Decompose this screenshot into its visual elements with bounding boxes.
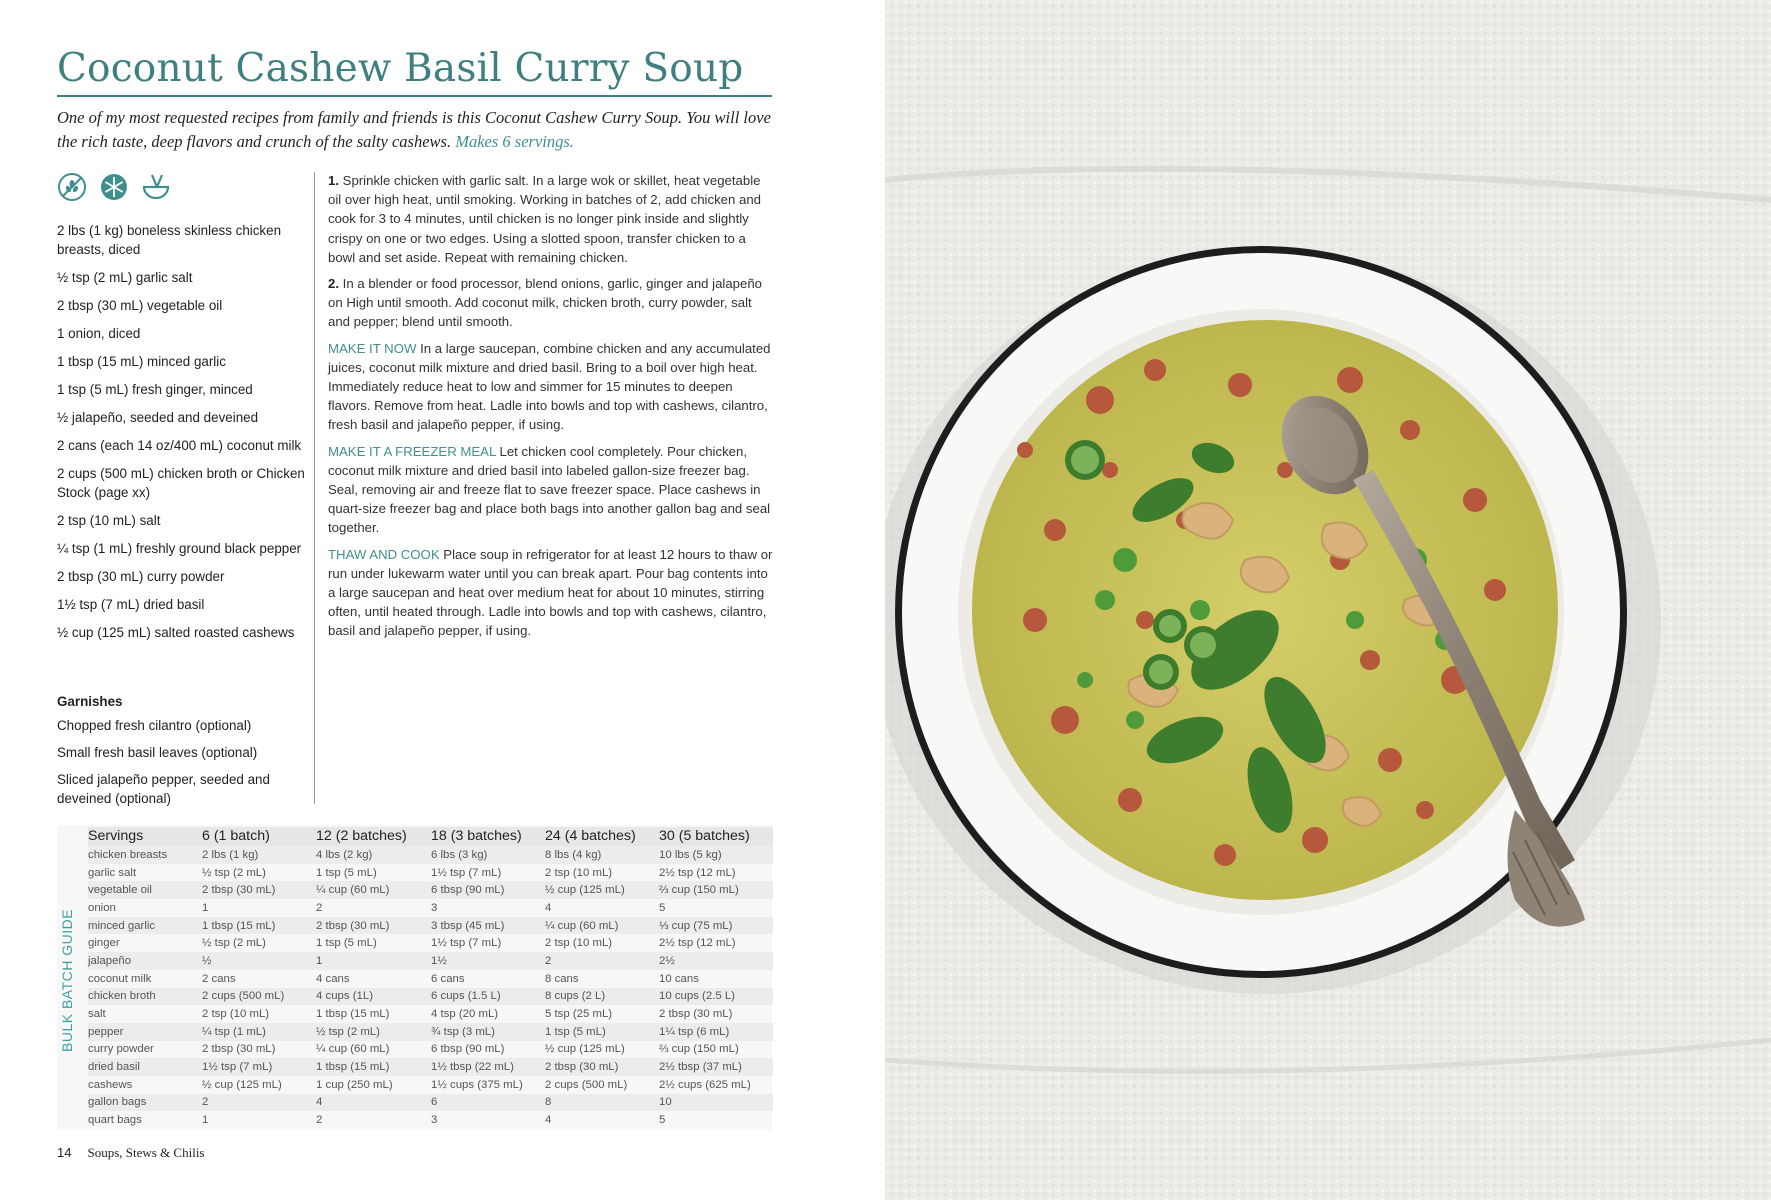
quantity-cell: 3 tbsp (45 mL) — [431, 917, 545, 935]
quantity-cell: 2 — [316, 901, 323, 914]
quantity-cell: ¼ tsp (1 mL) — [202, 1023, 316, 1041]
table-row — [88, 1041, 773, 1059]
step-heading: THAW AND COOK — [328, 546, 440, 562]
quantity-cell: 2 tbsp (30 mL) — [202, 1043, 276, 1056]
quantity-cell: 5 — [659, 901, 666, 914]
ingredient-name-cell: chicken broth — [88, 988, 202, 1006]
quantity-cell: 6 tbsp (90 mL) — [431, 881, 545, 899]
page-number: 14 — [57, 1145, 72, 1160]
column-header: 6 (1 batch) — [202, 827, 316, 846]
garnishes-heading: Garnishes — [57, 694, 123, 709]
quantity-cell: 2½ — [659, 952, 773, 970]
quantity-cell: 4 — [316, 1094, 431, 1112]
method-step — [328, 171, 773, 267]
quantity-cell: 1½ — [431, 952, 545, 970]
quantity-cell: 2½ tbsp (37 mL) — [659, 1058, 773, 1076]
quantity-cell: 4 cans — [316, 972, 350, 985]
table-row — [88, 1111, 773, 1129]
ingredient-name-cell: quart bags — [88, 1114, 142, 1127]
bulk-batch-table — [88, 827, 773, 1129]
garnish-item: Sliced jalapeño pepper, seeded and deveined (optional) — [57, 772, 270, 806]
quantity-cell: 2 tbsp (30 mL) — [202, 881, 316, 899]
table-row — [88, 1023, 773, 1041]
ingredient-name-cell: dried basil — [88, 1058, 202, 1076]
quantity-cell: 2 tbsp (30 mL) — [545, 1058, 659, 1076]
title-divider — [57, 95, 772, 97]
page-footer — [57, 1145, 205, 1161]
quantity-cell: 8 lbs (4 kg) — [545, 846, 659, 864]
step-heading: MAKE IT NOW — [328, 340, 417, 356]
quantity-cell: ⅓ cup (75 mL) — [659, 917, 773, 935]
quantity-cell: 1½ tbsp (22 mL) — [431, 1058, 545, 1076]
quantity-cell: 2 tsp (10 mL) — [545, 866, 613, 879]
bowl-icon — [141, 172, 171, 202]
table-row — [88, 917, 773, 935]
column-header: 24 (4 batches) — [545, 827, 659, 846]
quantity-cell: 4 cups (1L) — [316, 988, 431, 1006]
ingredient-item: 2 cans (each 14 oz/400 mL) coconut milk — [57, 438, 302, 453]
quantity-cell: 4 lbs (2 kg) — [316, 846, 431, 864]
diet-icons — [57, 172, 171, 202]
quantity-cell: 8 cans — [545, 972, 579, 985]
ingredient-name-cell: curry powder — [88, 1043, 154, 1056]
soup-bowl-image — [885, 0, 1771, 1200]
quantity-cell: 1 tsp (5 mL) — [316, 866, 377, 879]
quantity-cell: 6 lbs (3 kg) — [431, 846, 545, 864]
table-row — [88, 1076, 773, 1094]
ingredient-list — [57, 221, 307, 651]
quantity-cell: 6 cans — [431, 972, 465, 985]
quantity-cell: 3 — [431, 1114, 438, 1127]
quantity-cell: 10 cups (2.5 L) — [659, 988, 773, 1006]
intro-text: One of my most requested recipes from family and friends is this Coconut Cashew Curry Soup. You will love the rich taste, deep flavors and crunch of the salty cashews. — [57, 108, 771, 151]
quantity-cell: 2 lbs (1 kg) — [202, 846, 316, 864]
quantity-cell: 2 — [316, 1114, 323, 1127]
quantity-cell: 2½ tsp (12 mL) — [659, 937, 736, 950]
quantity-cell: 1 tbsp (15 mL) — [202, 917, 316, 935]
ingredient-name-cell: coconut milk — [88, 972, 152, 985]
ingredient-name-cell: salt — [88, 1008, 106, 1021]
quantity-cell: 2½ tsp (12 mL) — [659, 866, 736, 879]
step-number: 1. — [328, 173, 339, 188]
quantity-cell: 2 — [545, 952, 659, 970]
ingredient-item: 1 tbsp (15 mL) minced garlic — [57, 354, 226, 369]
table-row — [88, 988, 773, 1006]
quantity-cell: 8 — [545, 1094, 659, 1112]
garnish-list — [57, 716, 307, 816]
column-divider — [314, 172, 315, 804]
table-row — [88, 1058, 773, 1076]
quantity-cell: ⅔ cup (150 mL) — [659, 881, 773, 899]
step-number: 2. — [328, 276, 339, 292]
table-row — [88, 864, 773, 882]
table-row — [88, 1005, 773, 1023]
quantity-cell: 10 lbs (5 kg) — [659, 846, 773, 864]
step-heading: MAKE IT A FREEZER MEAL — [328, 443, 496, 459]
ingredient-item: 1½ tsp (7 mL) dried basil — [57, 597, 205, 612]
section-name: Soups, Stews & Chilis — [87, 1145, 205, 1160]
quantity-cell: ¼ cup (60 mL) — [316, 1043, 390, 1056]
recipe-page — [0, 0, 885, 1200]
quantity-cell: ¼ cup (60 mL) — [545, 917, 659, 935]
quantity-cell: ⅔ cup (150 mL) — [659, 1043, 739, 1056]
quantity-cell: 1 tsp (5 mL) — [316, 937, 377, 950]
quantity-cell: 4 — [545, 901, 552, 914]
quantity-cell: 8 cups (2 L) — [545, 988, 659, 1006]
ingredient-item: ¼ tsp (1 mL) freshly ground black pepper — [57, 541, 302, 556]
quantity-cell: ¼ cup (60 mL) — [316, 881, 431, 899]
step-text: Place soup in refrigerator for at least 12 hours to thaw or run under lukewarm water until you can break apart. Pour bag contents into a large saucepan and heat over medium heat for about 10 minutes, stirring often, until heated through. Ladle into bowls and top with cashews, cilantro, basil and jalapeño pepper, if using. — [328, 546, 773, 639]
quantity-cell: 10 cans — [659, 972, 699, 985]
ingredient-item: ½ jalapeño, seeded and deveined — [57, 410, 259, 425]
column-header: Servings — [88, 827, 202, 846]
garnish-item: Chopped fresh cilantro (optional) — [57, 718, 252, 733]
recipe-title: Coconut Cashew Basil Curry Soup — [57, 46, 744, 91]
column-header: 18 (3 batches) — [431, 827, 545, 846]
method-step — [328, 339, 773, 435]
quantity-cell: 2½ cups (625 mL) — [659, 1078, 751, 1091]
quantity-cell: 10 — [659, 1094, 773, 1112]
quantity-cell: 5 tsp (25 mL) — [545, 1008, 613, 1021]
ingredient-item: 2 lbs (1 kg) boneless skinless chicken breasts, diced — [57, 223, 282, 257]
table-header-row — [88, 827, 773, 846]
quantity-cell: ¾ tsp (3 mL) — [431, 1023, 545, 1041]
quantity-cell: 2 tsp (10 mL) — [202, 1008, 270, 1021]
freezer-icon — [99, 172, 129, 202]
quantity-cell: 1 cup (250 mL) — [316, 1078, 393, 1091]
column-header: 30 (5 batches) — [659, 827, 773, 846]
ingredient-item: ½ tsp (2 mL) garlic salt — [57, 270, 193, 285]
soup-photo — [885, 0, 1771, 1200]
quantity-cell: 6 cups (1.5 L) — [431, 988, 545, 1006]
quantity-cell: 2 tbsp (30 mL) — [316, 917, 431, 935]
quantity-cell: 2 tbsp (30 mL) — [659, 1008, 733, 1021]
bulk-guide-label: BULK BATCH GUIDE — [59, 908, 75, 1052]
ingredient-item: 2 tbsp (30 mL) curry powder — [57, 569, 225, 584]
table-row — [88, 846, 773, 864]
servings-text: Makes 6 servings. — [455, 132, 574, 151]
quantity-cell: 1 — [202, 1114, 209, 1127]
quantity-cell: 1 tsp (5 mL) — [545, 1023, 659, 1041]
ingredient-item: 2 tbsp (30 mL) vegetable oil — [57, 298, 223, 313]
ingredient-item: 2 cups (500 mL) chicken broth or Chicken Stock (page xx) — [57, 466, 305, 500]
ingredient-item: 1 tsp (5 mL) fresh ginger, minced — [57, 382, 253, 397]
ingredient-name-cell: pepper — [88, 1023, 202, 1041]
quantity-cell: ½ — [202, 952, 316, 970]
step-text: In a blender or food processor, blend onions, garlic, ginger and jalapeño on High until smooth. Add coconut milk, chicken broth, curry powder, salt and pepper; blend until smooth. — [328, 276, 763, 330]
ingredient-name-cell: garlic salt — [88, 866, 137, 879]
table-row — [88, 934, 773, 952]
recipe-intro — [57, 106, 777, 154]
quantity-cell: 1 — [316, 952, 431, 970]
quantity-cell: ½ tsp (2 mL) — [202, 937, 266, 950]
quantity-cell: 3 — [431, 901, 438, 914]
table-row — [88, 881, 773, 899]
method-step — [328, 545, 773, 641]
gluten-free-icon — [57, 172, 87, 202]
quantity-cell: ½ cup (125 mL) — [202, 1078, 282, 1091]
table-row — [88, 899, 773, 917]
ingredient-name-cell: gallon bags — [88, 1094, 202, 1112]
quantity-cell: 2 cups (500 mL) — [545, 1078, 628, 1091]
ingredient-name-cell: cashews — [88, 1078, 133, 1091]
quantity-cell: 1 tbsp (15 mL) — [316, 1008, 390, 1021]
ingredient-item: 1 onion, diced — [57, 326, 141, 341]
quantity-cell: 1 — [202, 901, 209, 914]
column-header: 12 (2 batches) — [316, 827, 431, 846]
step-text: Let chicken cool completely. Pour chicken, coconut milk mixture and dried basil into labeled gallon-size freezer bag. Seal, removing air and freeze flat to save freezer space. Place cashews in quart-size freezer bag and place both bags into another gallon bag and seal together. — [328, 443, 771, 536]
garnish-item: Small fresh basil leaves (optional) — [57, 745, 258, 760]
quantity-cell: 4 tsp (20 mL) — [431, 1008, 499, 1021]
quantity-cell: ½ cup (125 mL) — [545, 881, 659, 899]
ingredient-name-cell: chicken breasts — [88, 846, 202, 864]
ingredient-name-cell: minced garlic — [88, 917, 202, 935]
ingredient-name-cell: onion — [88, 901, 116, 914]
quantity-cell: 2 cups (500 mL) — [202, 988, 316, 1006]
quantity-cell: 6 tbsp (90 mL) — [431, 1043, 505, 1056]
step-text: In a large saucepan, combine chicken and any accumulated juices, coconut milk mixture and dried basil. Bring to a boil over high heat. Immediately reduce heat to low and simmer for 15 minutes to deepen flavors. Remove from heat. Ladle into bowls and top with cashews, cilantro, fresh basil and jalapeño pepper, if using. — [328, 340, 771, 433]
table-row — [88, 952, 773, 970]
quantity-cell: 1¼ tsp (6 mL) — [659, 1023, 773, 1041]
step-text: Sprinkle chicken with garlic salt. In a large wok or skillet, heat vegetable oil over high heat, until smoking. Working in batches of 2, add chicken and cook for 3 to 4 minutes, until chicken is no longer pink inside and slightly crispy on one or two edges. Using a slotted spoon, transfer chicken to a bowl and set aside. Repeat with remaining chicken. — [328, 173, 761, 265]
quantity-cell: 1½ cups (375 mL) — [431, 1078, 523, 1091]
quantity-cell: ½ tsp (2 mL) — [202, 866, 266, 879]
quantity-cell: 2 tsp (10 mL) — [545, 937, 613, 950]
method-step — [328, 442, 773, 538]
ingredient-item: 2 tsp (10 mL) salt — [57, 513, 161, 528]
ingredient-name-cell: vegetable oil — [88, 881, 202, 899]
quantity-cell: ½ tsp (2 mL) — [316, 1023, 431, 1041]
quantity-cell: 1½ tsp (7 mL) — [202, 1058, 316, 1076]
method-steps — [328, 171, 773, 648]
quantity-cell: 1 tbsp (15 mL) — [316, 1058, 431, 1076]
quantity-cell: 4 — [545, 1114, 552, 1127]
quantity-cell: 2 cans — [202, 972, 236, 985]
quantity-cell: ½ cup (125 mL) — [545, 1043, 625, 1056]
quantity-cell: 1½ tsp (7 mL) — [431, 866, 502, 879]
ingredient-name-cell: ginger — [88, 937, 120, 950]
quantity-cell: 6 — [431, 1094, 545, 1112]
ingredient-item: ½ cup (125 mL) salted roasted cashews — [57, 625, 295, 640]
quantity-cell: 1½ tsp (7 mL) — [431, 937, 502, 950]
ingredient-name-cell: jalapeño — [88, 952, 202, 970]
quantity-cell: 5 — [659, 1114, 666, 1127]
method-step — [328, 274, 773, 332]
table-row — [88, 1094, 773, 1112]
table-row — [88, 970, 773, 988]
quantity-cell: 2 — [202, 1094, 316, 1112]
